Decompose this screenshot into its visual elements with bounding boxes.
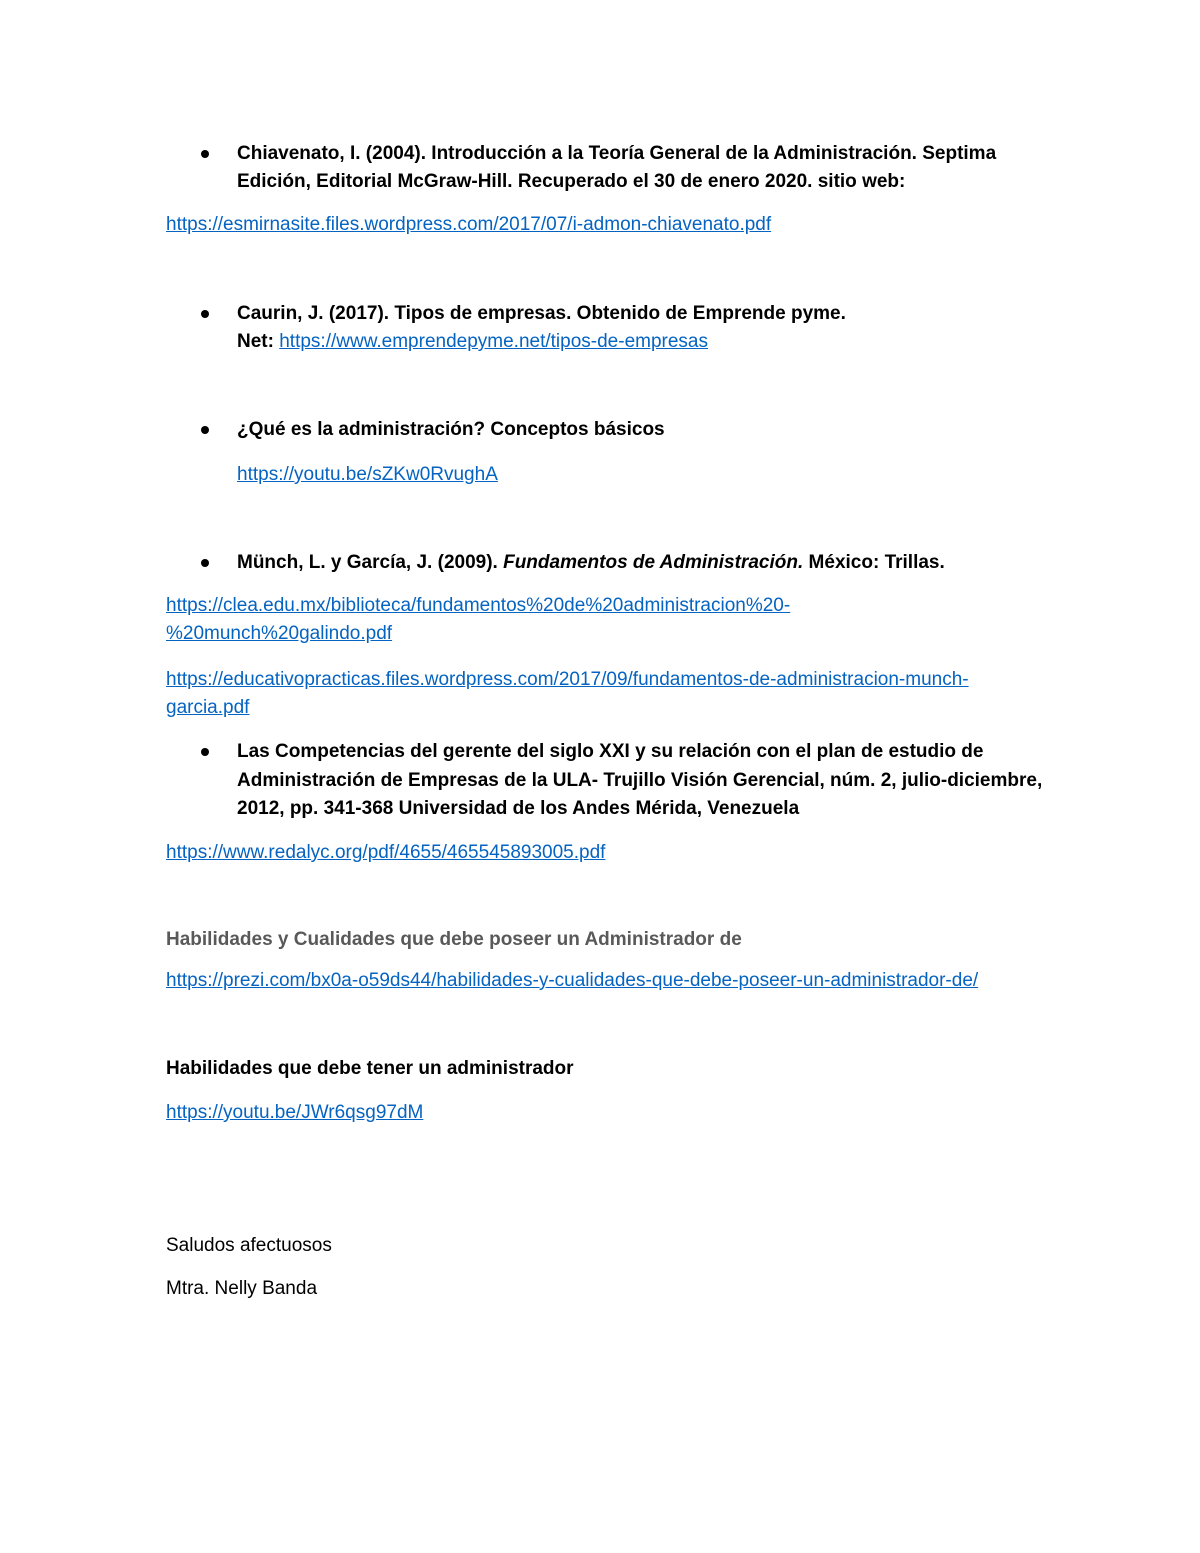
ref-chiavenato-line-2: Edición, Editorial McGraw-Hill. Recuperado el 30 de enero 2020. sitio web: <box>237 171 906 192</box>
ref-competencias-link[interactable]: https://www.redalyc.org/pdf/4655/465545893005.pdf <box>166 842 606 863</box>
ref-que-es-title: ¿Qué es la administración? Conceptos básicos <box>237 419 665 440</box>
ref-munch-link-1-part-2[interactable]: %20munch%20galindo.pdf <box>166 623 393 644</box>
ref-munch-link-2-part-2[interactable]: garcia.pdf <box>166 697 250 718</box>
habilidades-admin-link[interactable]: https://youtu.be/JWr6qsg97dM <box>166 1102 424 1123</box>
ref-munch-citation <box>237 549 945 577</box>
ref-munch-link-1-part-1[interactable]: https://clea.edu.mx/biblioteca/fundamentos%20de%20administracion%20- <box>166 595 791 616</box>
closing-greeting: Saludos afectuosos <box>166 1235 332 1256</box>
ref-chiavenato-line-1: Chiavenato, I. (2004). Introducción a la Teoría General de la Administración. Septima <box>237 143 997 164</box>
ref-caurin-line-2 <box>237 328 708 356</box>
ref-munch-publisher: México: Trillas. <box>803 552 945 573</box>
ref-caurin-line-1: Caurin, J. (2017). Tipos de empresas. Obtenido de Emprende pyme. <box>237 303 846 324</box>
ref-competencias-line-2: Administración de Empresas de la ULA- Trujillo Visión Gerencial, núm. 2, julio-diciembre, <box>237 770 1043 791</box>
ref-que-es-link[interactable]: https://youtu.be/sZKw0RvughA <box>237 464 498 485</box>
bullet-4 <box>201 559 209 567</box>
closing-signature: Mtra. Nelly Banda <box>166 1278 318 1299</box>
ref-caurin-net-label: Net: <box>237 331 274 352</box>
ref-munch-authors: Münch, L. y García, J. (2009). <box>237 552 504 573</box>
habilidades-admin-title: Habilidades que debe tener un administrador <box>166 1058 574 1079</box>
habilidades-cualidades-title: Habilidades y Cualidades que debe poseer un Administrador de <box>166 929 742 950</box>
bullet-1 <box>201 150 209 158</box>
ref-munch-link-2-part-1[interactable]: https://educativopracticas.files.wordpress.com/2017/09/fundamentos-de-administracion-munch- <box>166 669 969 690</box>
habilidades-cualidades-link[interactable]: https://prezi.com/bx0a-o59ds44/habilidades-y-cualidades-que-debe-poseer-un-administrador-de/ <box>166 970 979 991</box>
bullet-3 <box>201 426 209 434</box>
bullet-5 <box>201 748 209 756</box>
ref-competencias-line-1: Las Competencias del gerente del siglo XXI y su relación con el plan de estudio de <box>237 741 984 762</box>
ref-caurin-link[interactable]: https://www.emprendepyme.net/tipos-de-empresas <box>279 331 708 352</box>
ref-chiavenato-link[interactable]: https://esmirnasite.files.wordpress.com/2017/07/i-admon-chiavenato.pdf <box>166 214 772 235</box>
ref-competencias-line-3: 2012, pp. 341-368 Universidad de los Andes Mérida, Venezuela <box>237 798 800 819</box>
bullet-2 <box>201 310 209 318</box>
ref-munch-book-title: Fundamentos de Administración. <box>503 552 804 573</box>
